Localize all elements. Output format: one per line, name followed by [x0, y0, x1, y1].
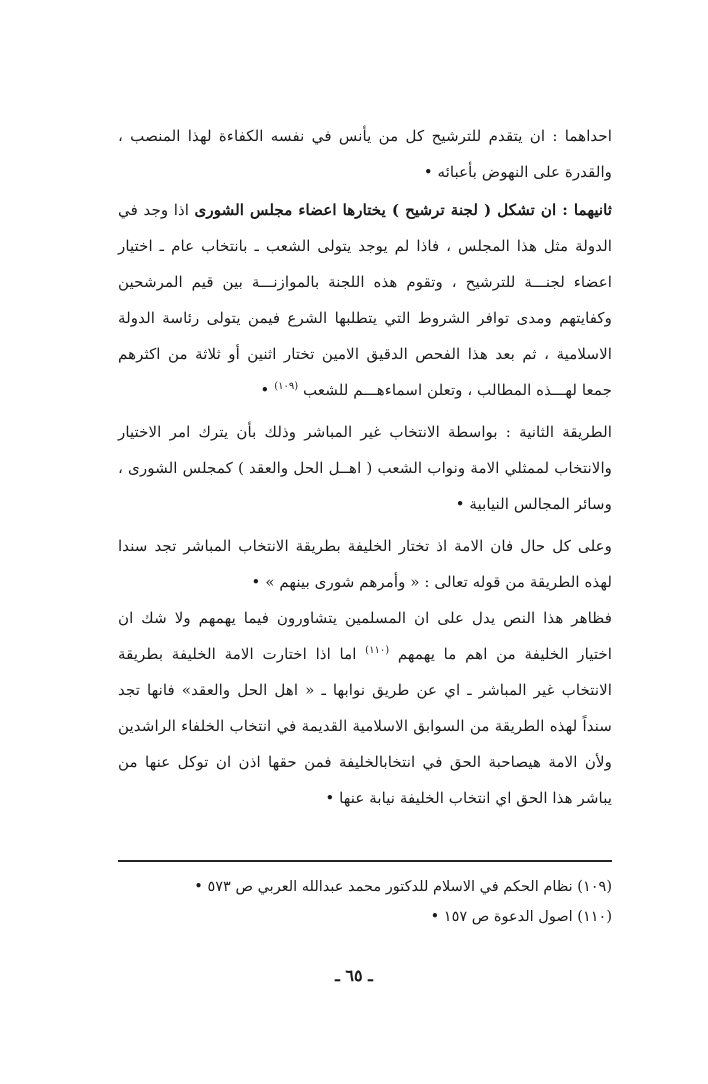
- paragraph-first-method: احداهما : ان يتقدم للترشيح كل من يأنس في نفسه الكفاءة لهذا المنصب ، والقدرة على النهوض بأعبائه •: [118, 127, 612, 181]
- footnote-109: (١٠٩) نظام الحكم في الاسلام للدكتور محمد عبدالله العربي ص ٥٧٣ •: [194, 879, 612, 895]
- page-number: ـ ٦٥ ـ: [335, 966, 373, 985]
- paragraph-second-end: •: [260, 381, 275, 399]
- footnote-ref-110: (١١٠): [365, 644, 390, 656]
- paragraph-second-text: اذا وجد في الدولة مثل هذا المجلس ، فاذا لم يوجد يتولى الشعب ـ بانتخاب عام ـ اختيار اعضاء لجنـــة للترشيح ، وتقوم هذه اللجنة بالموازنـــة بين قيم المرشحين وكفايتهم ومدى توافر الشروط التي يتطلبها الشرع فيمن يتولى رئاسة الدولة الاسلامية ، ثم بعد هذا الفحص الدقيق الامين تختار اثنين أو ثلاثة من اكثرهم جمعا لهـــذه المطالب ، وتعلن اسماءهـــم للشعب: [118, 201, 612, 399]
- page-body: [118, 118, 612, 816]
- footnotes: [118, 872, 612, 932]
- paragraph-second-lead: ثانيهما : ان تشكل ( لجنة ترشيح ) يختارها اعضاء مجلس الشورى: [194, 201, 612, 219]
- paragraph-interpretation-a: فظاهر هذا النص يدل على ان المسلمين يتشاورون فيما يهمهم ولا شك ان اختيار الخليفة من اهم ما يهمهم: [118, 609, 613, 663]
- paragraph-second-method: [118, 192, 612, 408]
- paragraph-interpretation-b: اما اذا اختارت الامة الخليفة بطريقة الانتخاب غير المباشر ـ اي عن طريق نوابها ـ « اهل الحل والعقد» فانها تجد سنداً لهذه الطريقة من السوابق الاسلامية القديمة في انتخاب الخلفاء الراشدين ولأن الامة هيصاحبة الحق في انتخابالخليفة فمن حقها اذن ان توكل عنها من يباشر هذا الحق اي انتخاب الخليفة نيابة عنها •: [118, 645, 612, 807]
- paragraph-quran-basis: وعلى كل حال فان الامة اذ تختار الخليفة بطريقة الانتخاب المباشر تجد سندا لهذه الطريقة من قوله تعالى : « وأمرهم شورى بينهم » •: [118, 537, 612, 591]
- footnote-110: (١١٠) اصول الدعوة ص ١٥٧ •: [430, 909, 612, 925]
- paragraph-interpretation: [118, 600, 612, 816]
- paragraph-indirect-election: الطريقة الثانية : بواسطة الانتخاب غير المباشر وذلك بأن يترك امر الاختيار والانتخاب لممثلي الامة ونواب الشعب ( اهــل الحل والعقد ) كمجلس الشورى ، وسائر المجالس النيابية •: [118, 423, 612, 513]
- footnote-ref-109: (١٠٩): [274, 380, 299, 392]
- footnote-divider: [118, 860, 612, 862]
